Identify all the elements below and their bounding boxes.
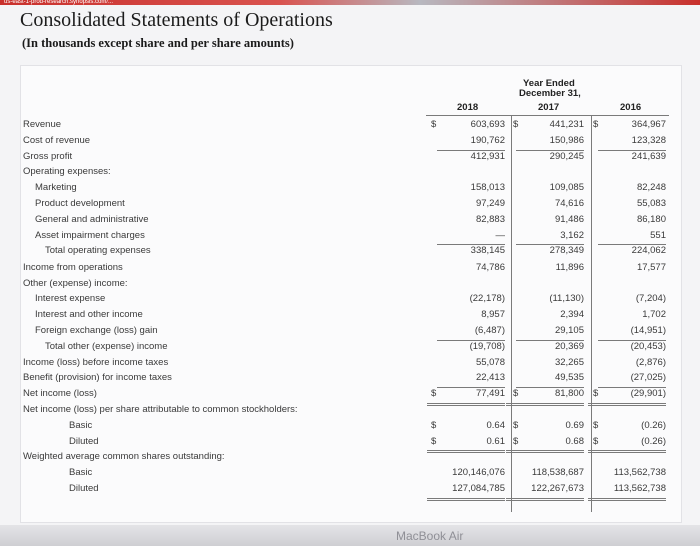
cell-2017: 91,486 (554, 213, 584, 225)
dollar-sign: $ (513, 388, 519, 400)
cell-2016: 55,083 (636, 198, 666, 209)
cell-2018: 0.61 (486, 435, 505, 447)
cell-2018: 127,084,785 (452, 482, 505, 494)
laptop-brand-label: MacBook Air (396, 529, 464, 543)
period-header-line1: Year Ended (523, 78, 575, 89)
laptop-bezel (0, 525, 700, 546)
cell-2016: 123,328 (631, 134, 666, 146)
page-subtitle: (In thousands except share and per share amounts) (22, 36, 294, 50)
cell-2016: 113,562,738 (613, 467, 666, 479)
total-rule (427, 450, 505, 451)
cell-2017: 278,349 (549, 245, 584, 257)
dollar-sign: $ (593, 419, 599, 431)
row-label: Cost of revenue (23, 134, 91, 146)
row-label: Diluted (69, 435, 99, 447)
total-rule (588, 405, 666, 406)
row-label: Product development (35, 198, 125, 209)
cell-2017: 122,267,673 (531, 482, 584, 494)
cell-2017: 0.69 (565, 419, 584, 431)
subtotal-rule (598, 244, 666, 245)
dollar-sign: $ (513, 419, 519, 431)
subtotal-rule (516, 387, 584, 388)
row-label: Interest expense (35, 293, 106, 305)
total-rule (588, 498, 666, 499)
cell-2017: 290,245 (549, 150, 584, 162)
dollar-sign: $ (431, 435, 437, 447)
cell-2018: 603,693 (470, 119, 505, 130)
dollar-sign: $ (513, 119, 519, 130)
row-label: Gross profit (23, 150, 73, 162)
total-rule (427, 500, 505, 501)
dollar-sign: $ (593, 119, 599, 130)
total-rule (427, 452, 505, 453)
cell-2017: 0.68 (565, 435, 584, 447)
column-divider (511, 116, 512, 512)
cell-2016: (20,453) (630, 340, 666, 352)
cell-2016: 241,639 (631, 150, 666, 162)
row-label: Income from operations (23, 261, 123, 273)
cell-2016: (27,025) (630, 372, 666, 384)
browser-tab-text[interactable]: us-east-1-prod-research.synopsis.com/... (4, 0, 114, 5)
total-rule (427, 498, 505, 499)
row-label: General and administrative (35, 213, 149, 225)
total-rule (506, 498, 584, 499)
total-rule (427, 405, 505, 406)
cell-2017: 29,105 (554, 324, 584, 336)
cell-2017: 49,535 (554, 372, 584, 384)
document-page (0, 5, 700, 541)
year-header-2018: 2018 (457, 102, 479, 113)
subtotal-rule (437, 150, 505, 151)
cell-2016: 224,062 (631, 245, 666, 257)
dollar-sign: $ (593, 388, 599, 400)
total-rule (506, 405, 584, 406)
row-label: Basic (69, 419, 93, 431)
cell-2016: 1,702 (642, 309, 666, 321)
cell-2018: 55,078 (475, 356, 505, 368)
total-rule (506, 450, 584, 451)
row-label: Basic (69, 467, 93, 479)
row-label: Operating expenses: (23, 166, 111, 178)
cell-2018: 120,146,076 (452, 467, 505, 479)
cell-2016: (7,204) (635, 293, 666, 305)
subtotal-rule (437, 387, 505, 388)
cell-2017: 32,265 (554, 356, 584, 368)
dollar-sign: $ (431, 419, 437, 431)
cell-2016: 82,248 (636, 182, 666, 194)
cell-2018: 338,145 (470, 245, 505, 257)
row-label: Income (loss) before income taxes (23, 356, 169, 368)
cell-2018: 22,413 (475, 372, 505, 384)
total-rule (588, 450, 666, 451)
cell-2018: 412,931 (470, 150, 505, 162)
dollar-sign: $ (513, 435, 519, 447)
row-label: Revenue (23, 119, 62, 130)
cell-2016: (0.26) (641, 419, 666, 431)
cell-2018: 0.64 (486, 419, 505, 431)
cell-2016: 364,967 (631, 119, 666, 130)
cell-2018: (19,708) (469, 340, 505, 352)
cell-2018: 77,491 (475, 388, 505, 400)
cell-2016: 17,577 (636, 261, 666, 273)
subtotal-rule (516, 244, 584, 245)
row-label: Asset impairment charges (35, 229, 145, 241)
row-label: Total operating expenses (45, 245, 151, 257)
cell-2018: — (495, 229, 505, 241)
subtotal-rule (516, 340, 584, 341)
total-rule (588, 500, 666, 501)
column-divider (591, 116, 592, 512)
page-title: Consolidated Statements of Operations (20, 9, 333, 31)
total-rule (506, 403, 584, 404)
cell-2017: 81,800 (554, 388, 584, 400)
cell-2018: 97,249 (475, 198, 505, 209)
row-label: Net income (loss) per share attributable to common stockholders: (23, 403, 298, 415)
cell-2018: 8,957 (481, 309, 505, 321)
total-rule (506, 500, 584, 501)
row-label: Other (expense) income: (23, 277, 128, 289)
row-label: Benefit (provision) for income taxes (23, 372, 172, 384)
row-label: Diluted (69, 482, 99, 494)
subtotal-rule (598, 150, 666, 151)
subtotal-rule (516, 150, 584, 151)
subtotal-rule (437, 340, 505, 341)
row-label: Net income (loss) (23, 388, 97, 400)
dollar-sign: $ (431, 388, 437, 400)
dollar-sign: $ (431, 119, 437, 130)
cell-2018: (22,178) (469, 293, 505, 305)
subtotal-rule (598, 387, 666, 388)
total-rule (427, 403, 505, 404)
cell-2017: 20,369 (554, 340, 584, 352)
cell-2017: (11,130) (549, 293, 584, 305)
cell-2017: 150,986 (549, 134, 584, 146)
period-header-line2: December 31, (519, 88, 581, 99)
cell-2016: 551 (650, 229, 666, 241)
total-rule (588, 452, 666, 453)
cell-2017: 2,394 (560, 309, 584, 321)
year-header-2017: 2017 (538, 102, 560, 113)
header-rule (426, 115, 669, 116)
cell-2018: 82,883 (475, 213, 505, 225)
cell-2018: 190,762 (470, 134, 505, 146)
row-label: Interest and other income (35, 309, 143, 321)
cell-2016: (2,876) (635, 356, 666, 368)
cell-2017: 109,085 (549, 182, 584, 194)
cell-2018: 158,013 (470, 182, 505, 194)
row-label: Weighted average common shares outstanding: (23, 451, 225, 463)
cell-2017: 441,231 (549, 119, 584, 130)
row-label: Marketing (35, 182, 77, 194)
total-rule (588, 403, 666, 404)
subtotal-rule (437, 244, 505, 245)
cell-2016: (0.26) (641, 435, 666, 447)
cell-2016: 86,180 (636, 213, 666, 225)
year-header-2016: 2016 (620, 102, 642, 113)
dollar-sign: $ (593, 435, 599, 447)
row-label: Foreign exchange (loss) gain (35, 324, 158, 336)
cell-2016: (29,901) (630, 388, 666, 400)
subtotal-rule (598, 340, 666, 341)
financial-table (20, 65, 682, 523)
cell-2017: 118,538,687 (531, 467, 584, 479)
cell-2017: 74,616 (554, 198, 584, 209)
cell-2018: 74,786 (475, 261, 505, 273)
cell-2016: 113,562,738 (613, 482, 666, 494)
cell-2018: (6,487) (474, 324, 505, 336)
cell-2016: (14,951) (630, 324, 666, 336)
row-label: Total other (expense) income (45, 340, 168, 352)
cell-2017: 3,162 (560, 229, 584, 241)
cell-2017: 11,896 (555, 261, 584, 273)
total-rule (506, 452, 584, 453)
